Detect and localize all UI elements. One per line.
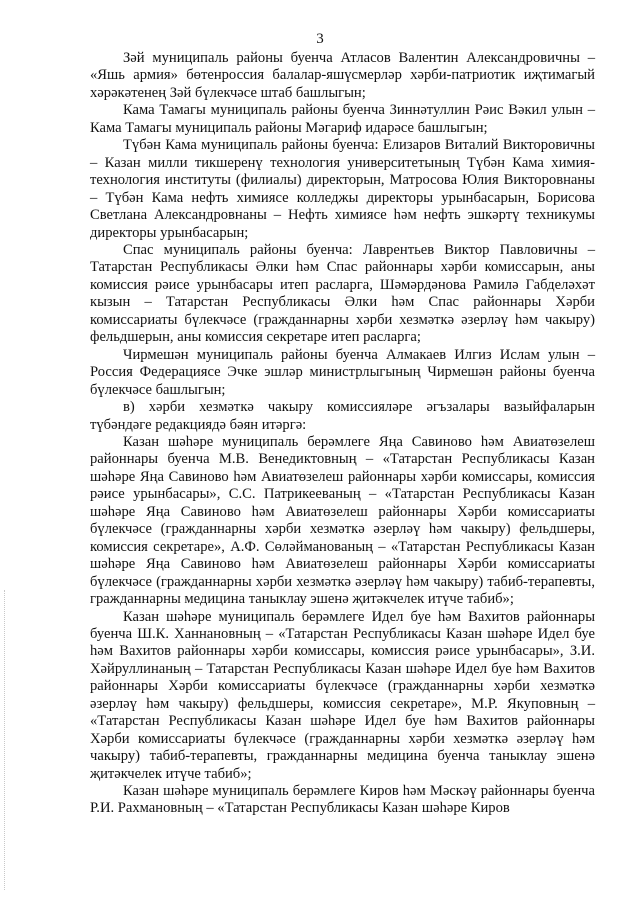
document-body — [90, 50, 595, 818]
page-number: 3 — [316, 31, 324, 47]
paragraph-kama-tamagy-district: Кама Тамагы муниципаль районы буенча Зиннәтуллин Рәис Вәкил улын – Кама Тамагы муниципаль районы Мәгариф идарәсе башлыгын; — [90, 102, 595, 136]
scan-edge-marks — [4, 590, 7, 890]
paragraph-spas-district: Спас муниципаль районы буенча: Лаврентьев Виктор Павловичны – Татарстан Республикасы Әлки һәм Спас районнары хәрби комиссарын, аны комиссия рәисе урынбасары итеп расларга, Шәмәрдәнова Рамилә Габделәхәт кызын – Татарстан Республикасы Әлки һәм Спас районнары Хәрби комиссариаты бүлекчәсе (гражданнарны хәрби хезмәткә әзерләү һәм чакыру) фельдшерын, аны комиссия секретаре итеп расларга; — [90, 241, 595, 346]
paragraph-tuben-kama-district: Түбән Кама муниципаль районы буенча: Елизаров Виталий Викторовичны – Казан милли тикшеренү технология университетының Түбән Кама химия-технология институты (филиалы) директорын, Матросова Юлия Викторовнаны – Түбән Кама нефть химиясе колледжы директоры урынбасарын, Борисова Светлана Александровнаны – Нефть химиясе һәм нефть эшкәртү техникумы директоры урынбасарын; — [90, 137, 595, 241]
paragraph-kazan-kirov: Казан шәһәре муниципаль берәмлеге Киров һәм Мәскәү районнары буенча Р.И. Рахмановның – «Татарстан Республикасы Казан шәһәре Киров — [90, 783, 595, 817]
paragraph-item-v: в) хәрби хезмәткә чакыру комиссияләре әгъзалары вазыйфаларын түбәндәге редакциядә бәян итәргә: — [90, 399, 595, 433]
paragraph-zay-district: Зәй муниципаль районы буенча Атласов Валентин Александровичны – «Яшь армия» бөтенроссия балалар-яшүсмерләр хәрби-патриотик иҗтимагый хәрәкәтенең Зәй бүлекчәсе штаб башлыгын; — [90, 50, 595, 101]
paragraph-kazan-idel-buye: Казан шәһәре муниципаль берәмлеге Идел буе һәм Вахитов районнары буенча Ш.К. Ханнановның – «Татарстан Республикасы Казан шәһәре Идел буе һәм Вахитов районнары хәрби комиссары, комиссия рәисе урынбасары», З.И. Хәйруллинаның – Татарстан Республикасы Казан шәһәре Идел буе һәм Вахитов районнары Хәрби комиссариаты бүлекчәсе (гражданнарны хәрби хезмәткә әзерләү һәм чакыру) фельдшеры, комиссия секретаре», М.Р. Якуповның – «Татарстан Республикасы Казан шәһәре Идел буе һәм Вахитов районнары Хәрби комиссариаты бүлекчәсе (гражданнарны хәрби хезмәткә әзерләү һәм чакыру) табиб-терапевты, гражданнарны медицина буенча таныклау эшенә җитәкчелек итүче табиб»; — [90, 608, 595, 782]
paragraph-chirmeshan-district: Чирмешән муниципаль районы буенча Алмакаев Илгиз Ислам улын – Россия Федерациясе Эчке эшләр министрлыгының Чирмешән районы буенча бүлекчәсе башлыгын; — [90, 346, 595, 398]
paragraph-kazan-yana-savinovo: Казан шәһәре муниципаль берәмлеге Яңа Савиново һәм Авиатөзелеш районнары буенча М.В. Венедиктовның – «Татарстан Республикасы Казан шәһәре Яңа Савиново һәм Авиатөзелеш районнары хәрби комиссары, комиссия рәисе урынбасары», С.С. Патрикеевaның – «Татарстан Республикасы Казан шәһәре Яңа Савиново һәм Авиатөзелеш районнары Хәрби комиссариаты бүлекчәсе (гражданнарны хәрби хезмәткә әзерләү һәм чакыру) фельдшеры, комиссия секретаре», А.Ф. Сөләймановaның – «Татарстан Республикасы Казан шәһәре Яңа Савиново һәм Авиатөзелеш районнары Хәрби комиссариаты бүлекчәсе (гражданнарны хәрби хезмәткә әзерләү һәм чакыру) табиб-терапевты, гражданнарны медицина таныклау эшенә җитәкчелек итүче табиб»; — [90, 433, 595, 608]
